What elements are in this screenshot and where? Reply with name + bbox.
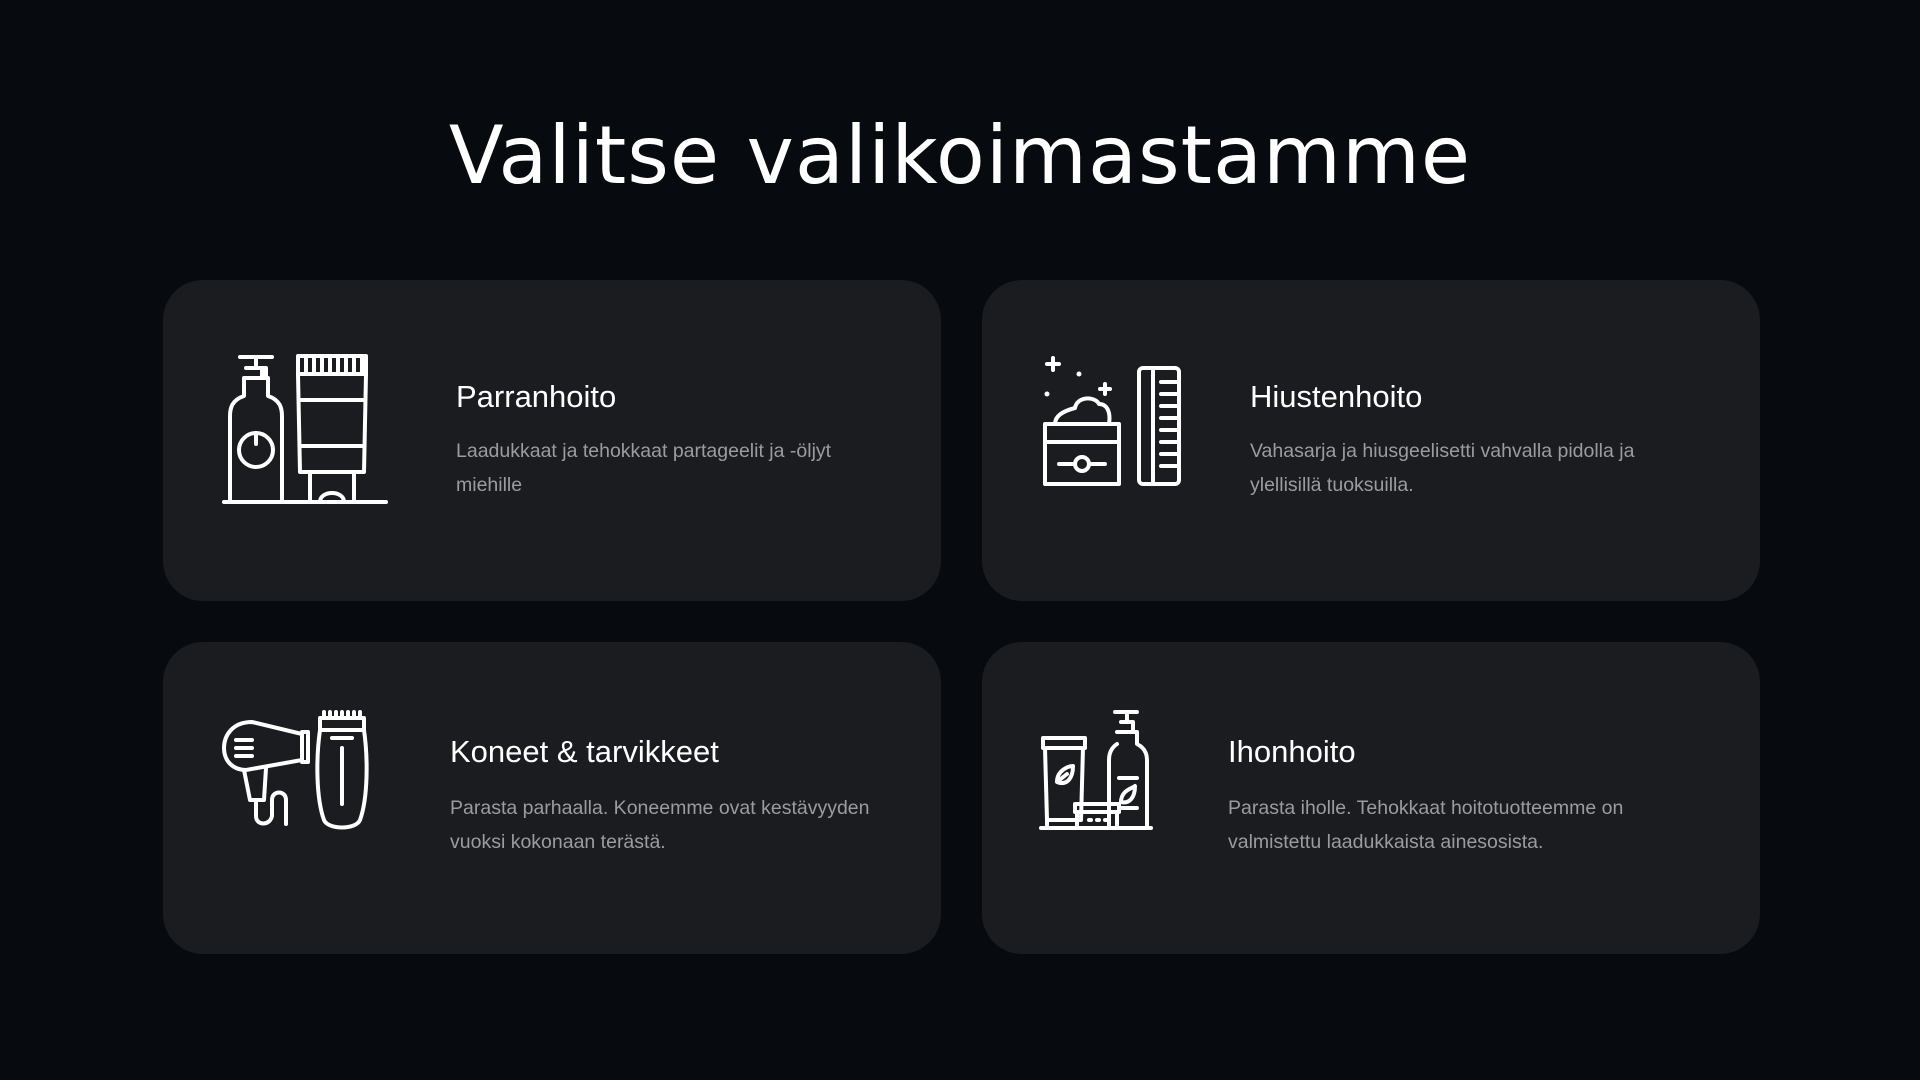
category-card-hiustenhoito[interactable]: [982, 280, 1760, 601]
skincare-products-icon: [1039, 708, 1209, 878]
card-title: Parranhoito: [456, 379, 617, 414]
card-description: Parasta parhaalla. Koneemme ovat kestävyyden vuoksi kokonaan terästä.: [450, 797, 870, 853]
card-title: Koneet & tarvikkeet: [450, 734, 719, 769]
page-title: Valitse valikoimastamme: [448, 109, 1472, 202]
card-title: Hiustenhoito: [1250, 379, 1423, 414]
card-description: Parasta iholle. Tehokkaat hoitotuotteemme on valmistettu laadukkaista ainesosista.: [1228, 797, 1624, 853]
category-card-koneet-tarvikkeet[interactable]: [163, 642, 941, 954]
card-description: Vahasarja ja hiusgeelisetti vahvalla pidolla ja ylellisillä tuoksuilla.: [1250, 440, 1635, 496]
card-title: Ihonhoito: [1228, 734, 1356, 769]
card-description: Laadukkaat ja tehokkaat partageelit ja -öljyt miehille: [456, 440, 832, 496]
hair-wax-and-comb-icon: [1039, 352, 1209, 522]
beard-care-products-icon: [220, 352, 390, 522]
category-card-parranhoito[interactable]: [163, 280, 941, 601]
category-card-ihonhoito[interactable]: [982, 642, 1760, 954]
hair-dryer-and-trimmer-icon: [220, 708, 390, 878]
